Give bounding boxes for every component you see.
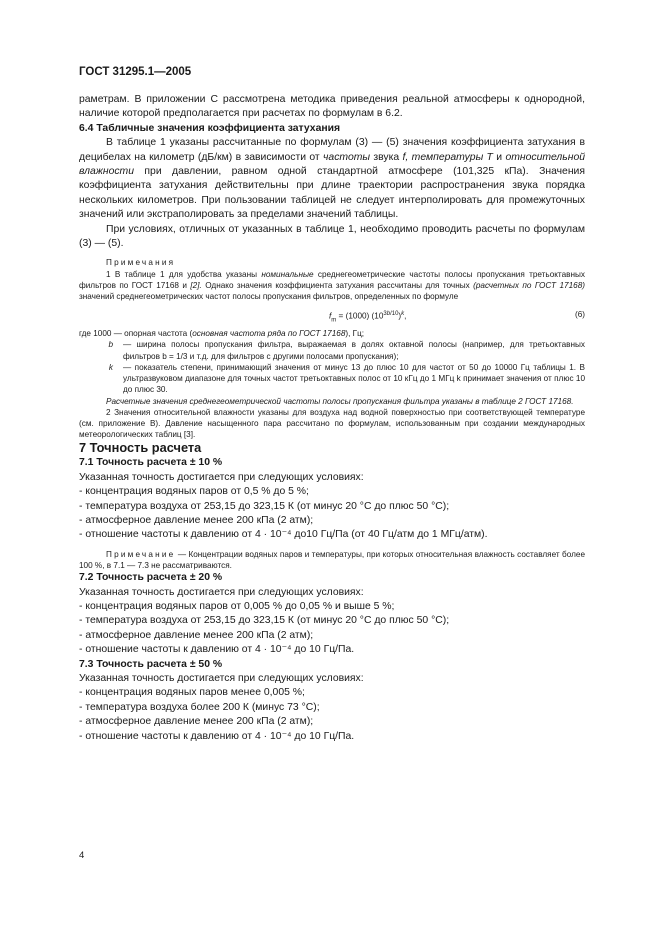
note-7-1 xyxy=(79,549,585,571)
italic-remark: Расчетные значения среднегеометрической частоты полосы пропускания фильтра указаны в таблице 2 ГОСТ 17168. xyxy=(106,396,574,406)
document-header: ГОСТ 31295.1—2005 xyxy=(79,66,192,78)
section-6-4-paragraph-2: При условиях, отличных от указанных в таблице 1, необходимо проводить расчеты по формулам (3) — (5). xyxy=(79,223,585,250)
list-item: - концентрация водяных паров менее 0,005 %; xyxy=(79,687,305,699)
section-7-1-heading: 7.1 Точность расчета ± 10 % xyxy=(79,457,223,469)
section-7-3-intro: Указанная точность достигается при следующих условиях: xyxy=(79,673,364,684)
section-6-4-heading: 6.4 Табличные значения коэффициента затухания xyxy=(79,122,341,134)
intro-paragraph: раметрам. В приложении С рассмотрена методика приведения реальной атмосферы к однородной, наличие которой предполагается при расчетах по формулам в 6.2. xyxy=(79,94,585,120)
formula-number: (6) xyxy=(574,310,585,320)
section-7-1-intro: Указанная точность достигается при следующих условиях: xyxy=(79,471,364,483)
list-item: - температура воздуха более 200 К (минус 73 °С); xyxy=(79,701,320,713)
list-item: - температура воздуха от 253,15 до 323,15 К (от минус 20 °С до плюс 50 °С); xyxy=(79,500,450,512)
symbol-b: b xyxy=(108,340,113,350)
list-item: - концентрация водяных паров от 0,5 % до 5 %; xyxy=(79,486,309,498)
section-7-2-heading: 7.2 Точность расчета ± 20 % xyxy=(79,572,223,584)
definition-b: b — ширина полосы пропускания фильтра, выражаемая в долях октавной полосы (например, для третьоктавных фильтров b = 1/3 и т.д. для фильтров с другими полосами пропускания); xyxy=(79,339,585,361)
note-label: Примечание xyxy=(106,549,176,559)
notes-block-6-4 xyxy=(79,257,585,440)
section-6-4-paragraph-1: В таблице 1 указаны рассчитанные по формулам (3) — (5) значения коэффициента затухания в децибелах на километр (дБ/км) в зависимости от частоты звука f, температуры T и относительной влажности при давлении, равном одной стандартной атмосфере (101,325 кПа). Значения коэффициента затухания действительны при длине траектории распространения звука порядка нескольких километров. При пользовании таблицей не следует интерполировать для промежуточных значений или экстраполировать за пределами значений таблицы. xyxy=(79,137,586,221)
list-item: - концентрация водяных паров от 0,005 % до 0,05 % и выше 5 %; xyxy=(79,600,395,612)
list-item: - отношение частоты к давлению от 4 · 10⁻⁴ до10 Гц/Па (от 40 Гц/атм до 1 МГц/атм). xyxy=(79,529,488,541)
list-item: - атмосферное давление менее 200 кПа (2 атм); xyxy=(79,629,314,641)
page-number: 4 xyxy=(79,850,85,861)
formula-expression: $f_m = (1000)$ $(10^{3b/10})^k$, xyxy=(329,311,407,324)
formula-6 xyxy=(79,306,585,326)
section-7-heading: 7 Точность расчета xyxy=(79,440,202,456)
definition-k: k — показатель степени, принимающий значения от минус 13 до плюс 10 для частот от 50 до 10000 Гц таблицы 1. В ультразвуковом диапазоне для точных частот третьоктавных полос от 10 кГц до 1 МГц k принимает значения от плюс 10 до плюс 30. xyxy=(79,362,585,396)
page-body xyxy=(79,93,585,744)
symbol-k: k xyxy=(108,362,113,372)
list-item: - атмосферное давление менее 200 кПа (2 атм); xyxy=(79,716,314,728)
section-7-2-intro: Указанная точность достигается при следующих условиях: xyxy=(79,586,364,598)
list-item: - отношение частоты к давлению от 4 · 10⁻⁴ до 10 Гц/Па. xyxy=(79,730,355,742)
section-7-3-heading: 7.3 Точность расчета ± 50 % xyxy=(79,658,223,670)
notes-label: Примечания xyxy=(106,258,176,268)
note-2: 2 Значения относительной влажности указаны для воздуха над водной поверхностью при соответствующей температуре (см. приложение В). Давление насыщенного пара рассчитано по формулам, использованным при создании международных метеорологических таблиц [3]. xyxy=(79,407,585,440)
list-item: - отношение частоты к давлению от 4 · 10⁻⁴ до 10 Гц/Па. xyxy=(79,644,355,656)
formula-definitions xyxy=(79,328,585,406)
note-text: — Концентрации водяных паров и температуры, при которых относительная влажность составляет более 100 %, в 7.1 — 7.3 не рассматриваются. xyxy=(79,549,585,570)
definition-1000: где 1000 — опорная частота (основная частота ряда по ГОСТ 17168), Гц; xyxy=(79,329,365,339)
list-item: - атмосферное давление менее 200 кПа (2 атм); xyxy=(79,514,314,526)
note-1: 1 В таблице 1 для удобства указаны номинальные среднегеометрические частоты полосы пропускания третьоктавных фильтров по ГОСТ 17168 и [2]. Однако значения коэффициента затухания рассчитаны для точных (расчетных по ГОСТ 17168) значений среднегеометрических частот полосы пропускания фильтров, определенных по формуле xyxy=(79,269,585,302)
list-item: - температура воздуха от 253,15 до 323,15 К (от минус 20 °С до плюс 50 °С); xyxy=(79,615,450,627)
